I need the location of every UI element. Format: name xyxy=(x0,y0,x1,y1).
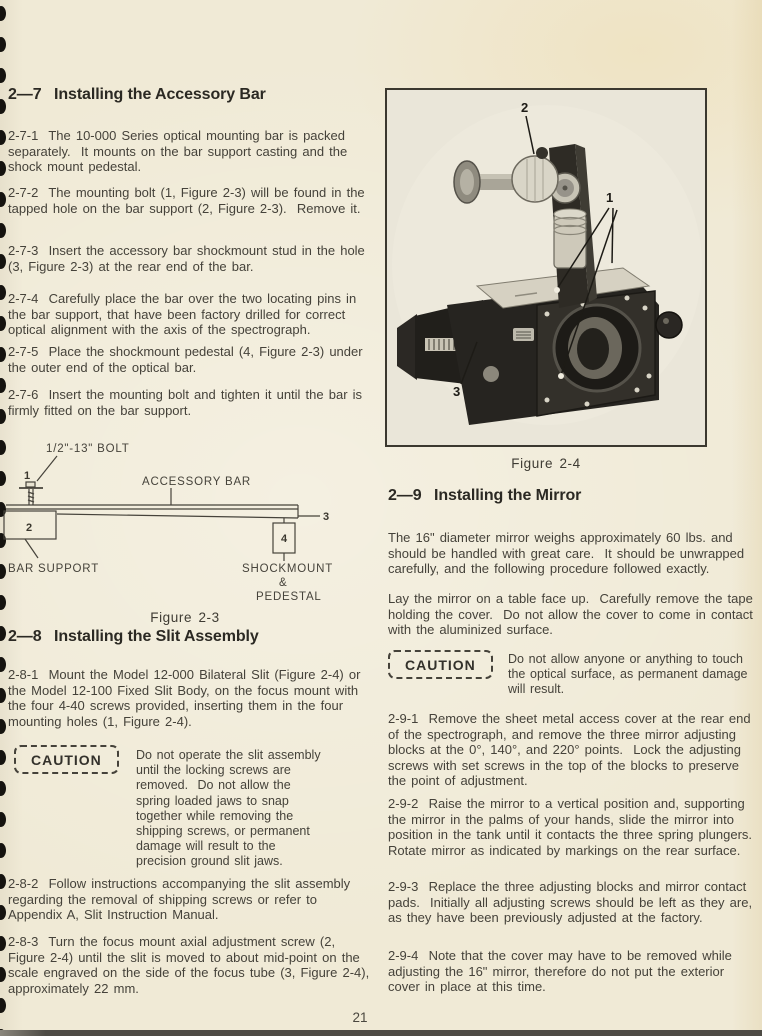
para-2-8-2: 2-8-2 Follow instructions accompanying the slit assembly regarding the removal of shipping screws or refer to Appendix A, Slit Instruction Manual. xyxy=(8,876,356,923)
binding-hole-mark xyxy=(0,781,6,796)
figure-2-3-caption: Figure 2-3 xyxy=(150,610,220,625)
figure-2-3-diagram xyxy=(0,432,380,610)
caution-label: CAUTION xyxy=(405,657,476,673)
para-2-7-5: 2-7-5 Place the shockmount pedestal (4, Figure 2-3) under the outer end of the optical bar. xyxy=(8,344,368,375)
binding-hole-mark xyxy=(0,719,6,734)
binding-hole-mark xyxy=(0,874,6,889)
figure-2-4-frame xyxy=(385,88,707,447)
bolt-label: 1/2"-13" BOLT xyxy=(46,443,130,455)
section-2-8-heading xyxy=(8,628,259,646)
fig23-callout-3: 3 xyxy=(323,511,330,523)
binding-hole-mark xyxy=(0,37,6,52)
caution-box-slit xyxy=(14,745,119,774)
section-2-7-title: Installing the Accessory Bar xyxy=(54,86,266,103)
para-2-9-intro1: The 16" diameter mirror weighs approximately 60 lbs. and should be handled with great care. It should be unwrapped carefully, and the following procedure followed exactly. xyxy=(388,530,750,577)
pedestal-label: PEDESTAL xyxy=(256,591,322,603)
fig23-callout-2: 2 xyxy=(26,522,33,534)
binding-hole-mark xyxy=(0,688,6,703)
para-2-9-2: 2-9-2 Raise the mirror to a vertical position and, supporting the mirror in the palms of your hands, slide the mirror into position in the tank until it contacts the three spring plungers. Rotate mirror as indicated by markings on the rear surface. xyxy=(388,796,762,858)
figure-2-4-photo xyxy=(387,90,705,445)
caution-box-mirror xyxy=(388,650,493,679)
para-2-7-6: 2-7-6 Insert the mounting bolt and tighten it until the bar is firmly fitted on the bar support. xyxy=(8,387,368,418)
section-2-7-heading xyxy=(8,86,266,104)
para-2-9-4: 2-9-4 Note that the cover may have to be removed while adjusting the 16" mirror, therefore do not put the exterior cover in place at this time. xyxy=(388,948,737,995)
binding-hole-mark xyxy=(0,99,6,114)
binding-hole-mark xyxy=(0,843,6,858)
figure-2-4-caption: Figure 2-4 xyxy=(511,456,581,471)
para-2-7-2: 2-7-2 The mounting bolt (1, Figure 2-3) will be found in the tapped hole on the bar support (2, Figure 2-3). Remove it. xyxy=(8,185,370,216)
binding-hole-mark xyxy=(0,68,6,83)
binding-hole-mark xyxy=(0,130,6,145)
binding-hole-mark xyxy=(0,657,6,672)
shockmount-label: SHOCKMOUNT xyxy=(242,563,334,575)
para-2-8-1: 2-8-1 Mount the Model 12-000 Bilateral Slit (Figure 2-4) or the Model 12-100 Fixed Slit Body, on the focus mount with the four 4-40 screws provided, inserting them in the four mounting holes (1, Figure 2-4). xyxy=(8,667,366,729)
binding-hole-mark xyxy=(0,285,6,300)
caution-text-slit: Do not operate the slit assembly until the locking screws are removed. Do not allow the spring loaded jaws to snap together while removing the shipping screws, or permanent damage will result to the precision ground slit jaws. xyxy=(136,748,326,869)
fig24-callout-3: 3 xyxy=(453,384,461,399)
binding-hole-mark xyxy=(0,967,6,982)
fig24-callout-2: 2 xyxy=(521,100,529,115)
para-2-7-4: 2-7-4 Carefully place the bar over the two locating pins in the bar support, that have been factory drilled for correct optical alignment with the axis of the spectrograph. xyxy=(8,291,362,338)
para-2-7-3: 2-7-3 Insert the accessory bar shockmount stud in the hole (3, Figure 2-3) at the rear end of the bar. xyxy=(8,243,370,274)
para-2-9-intro2: Lay the mirror on a table face up. Carefully remove the tape holding the cover. Do not allow the cover to come in contact with the aluminized surface. xyxy=(388,591,758,638)
caution-label: CAUTION xyxy=(31,752,102,768)
fig24-callout-1: 1 xyxy=(606,190,614,205)
para-2-7-1: 2-7-1 The 10-000 Series optical mounting bar is packed separately. It mounts on the bar support casting and the shock mount pedestal. xyxy=(8,128,353,175)
section-2-9-heading xyxy=(388,487,581,505)
binding-hole-mark xyxy=(0,750,6,765)
para-2-9-3: 2-9-3 Replace the three adjusting blocks and mirror contact pads. Initially all adjusting screws should be left as they are, as they have been previously adjusted at the factory. xyxy=(388,879,758,926)
section-2-8-title: Installing the Slit Assembly xyxy=(54,628,259,645)
scan-bottom-edge xyxy=(0,1030,762,1036)
binding-hole-mark xyxy=(0,161,6,176)
binding-hole-mark xyxy=(0,6,6,21)
binding-hole-mark xyxy=(0,192,6,207)
binding-hole-mark xyxy=(0,223,6,238)
section-2-9-number: 2—9 xyxy=(388,487,422,504)
binding-hole-mark xyxy=(0,378,6,393)
binding-hole-mark xyxy=(0,998,6,1013)
caution-text-mirror: Do not allow anyone or anything to touch the optical surface, as permanent damage will result. xyxy=(508,652,753,697)
section-2-7-number: 2—7 xyxy=(8,86,42,103)
accessory-bar-label: ACCESSORY BAR xyxy=(142,476,252,488)
binding-hole-mark xyxy=(0,812,6,827)
para-2-8-3: 2-8-3 Turn the focus mount axial adjustment screw (2, Figure 2-4) until the slit is moved to about mid-point on the scale engraved on the side of the focus tube (3, Figure 2-4), approximately 22 mm. xyxy=(8,934,375,996)
binding-hole-mark xyxy=(0,316,6,331)
binding-hole-mark xyxy=(0,905,6,920)
binding-hole-mark xyxy=(0,254,6,269)
binding-hole-mark xyxy=(0,409,6,424)
section-2-8-number: 2—8 xyxy=(8,628,42,645)
binding-hole-mark xyxy=(0,626,6,641)
section-2-9-title: Installing the Mirror xyxy=(434,487,582,504)
ampersand-label: & xyxy=(279,577,288,589)
binding-hole-mark xyxy=(0,347,6,362)
bar-support-label: BAR SUPPORT xyxy=(8,563,100,575)
para-2-9-1: 2-9-1 Remove the sheet metal access cover at the rear end of the spectrograph, and remove the three mirror adjusting blocks at the 0°, 140°, and 220° points. Lock the adjusting screws with set screws in the top of the blocks to preserve the point of adjustment. xyxy=(388,711,756,789)
fig23-callout-4: 4 xyxy=(281,533,288,545)
page-number: 21 xyxy=(352,1010,368,1025)
fig23-callout-1: 1 xyxy=(24,470,31,482)
binding-hole-mark xyxy=(0,936,6,951)
